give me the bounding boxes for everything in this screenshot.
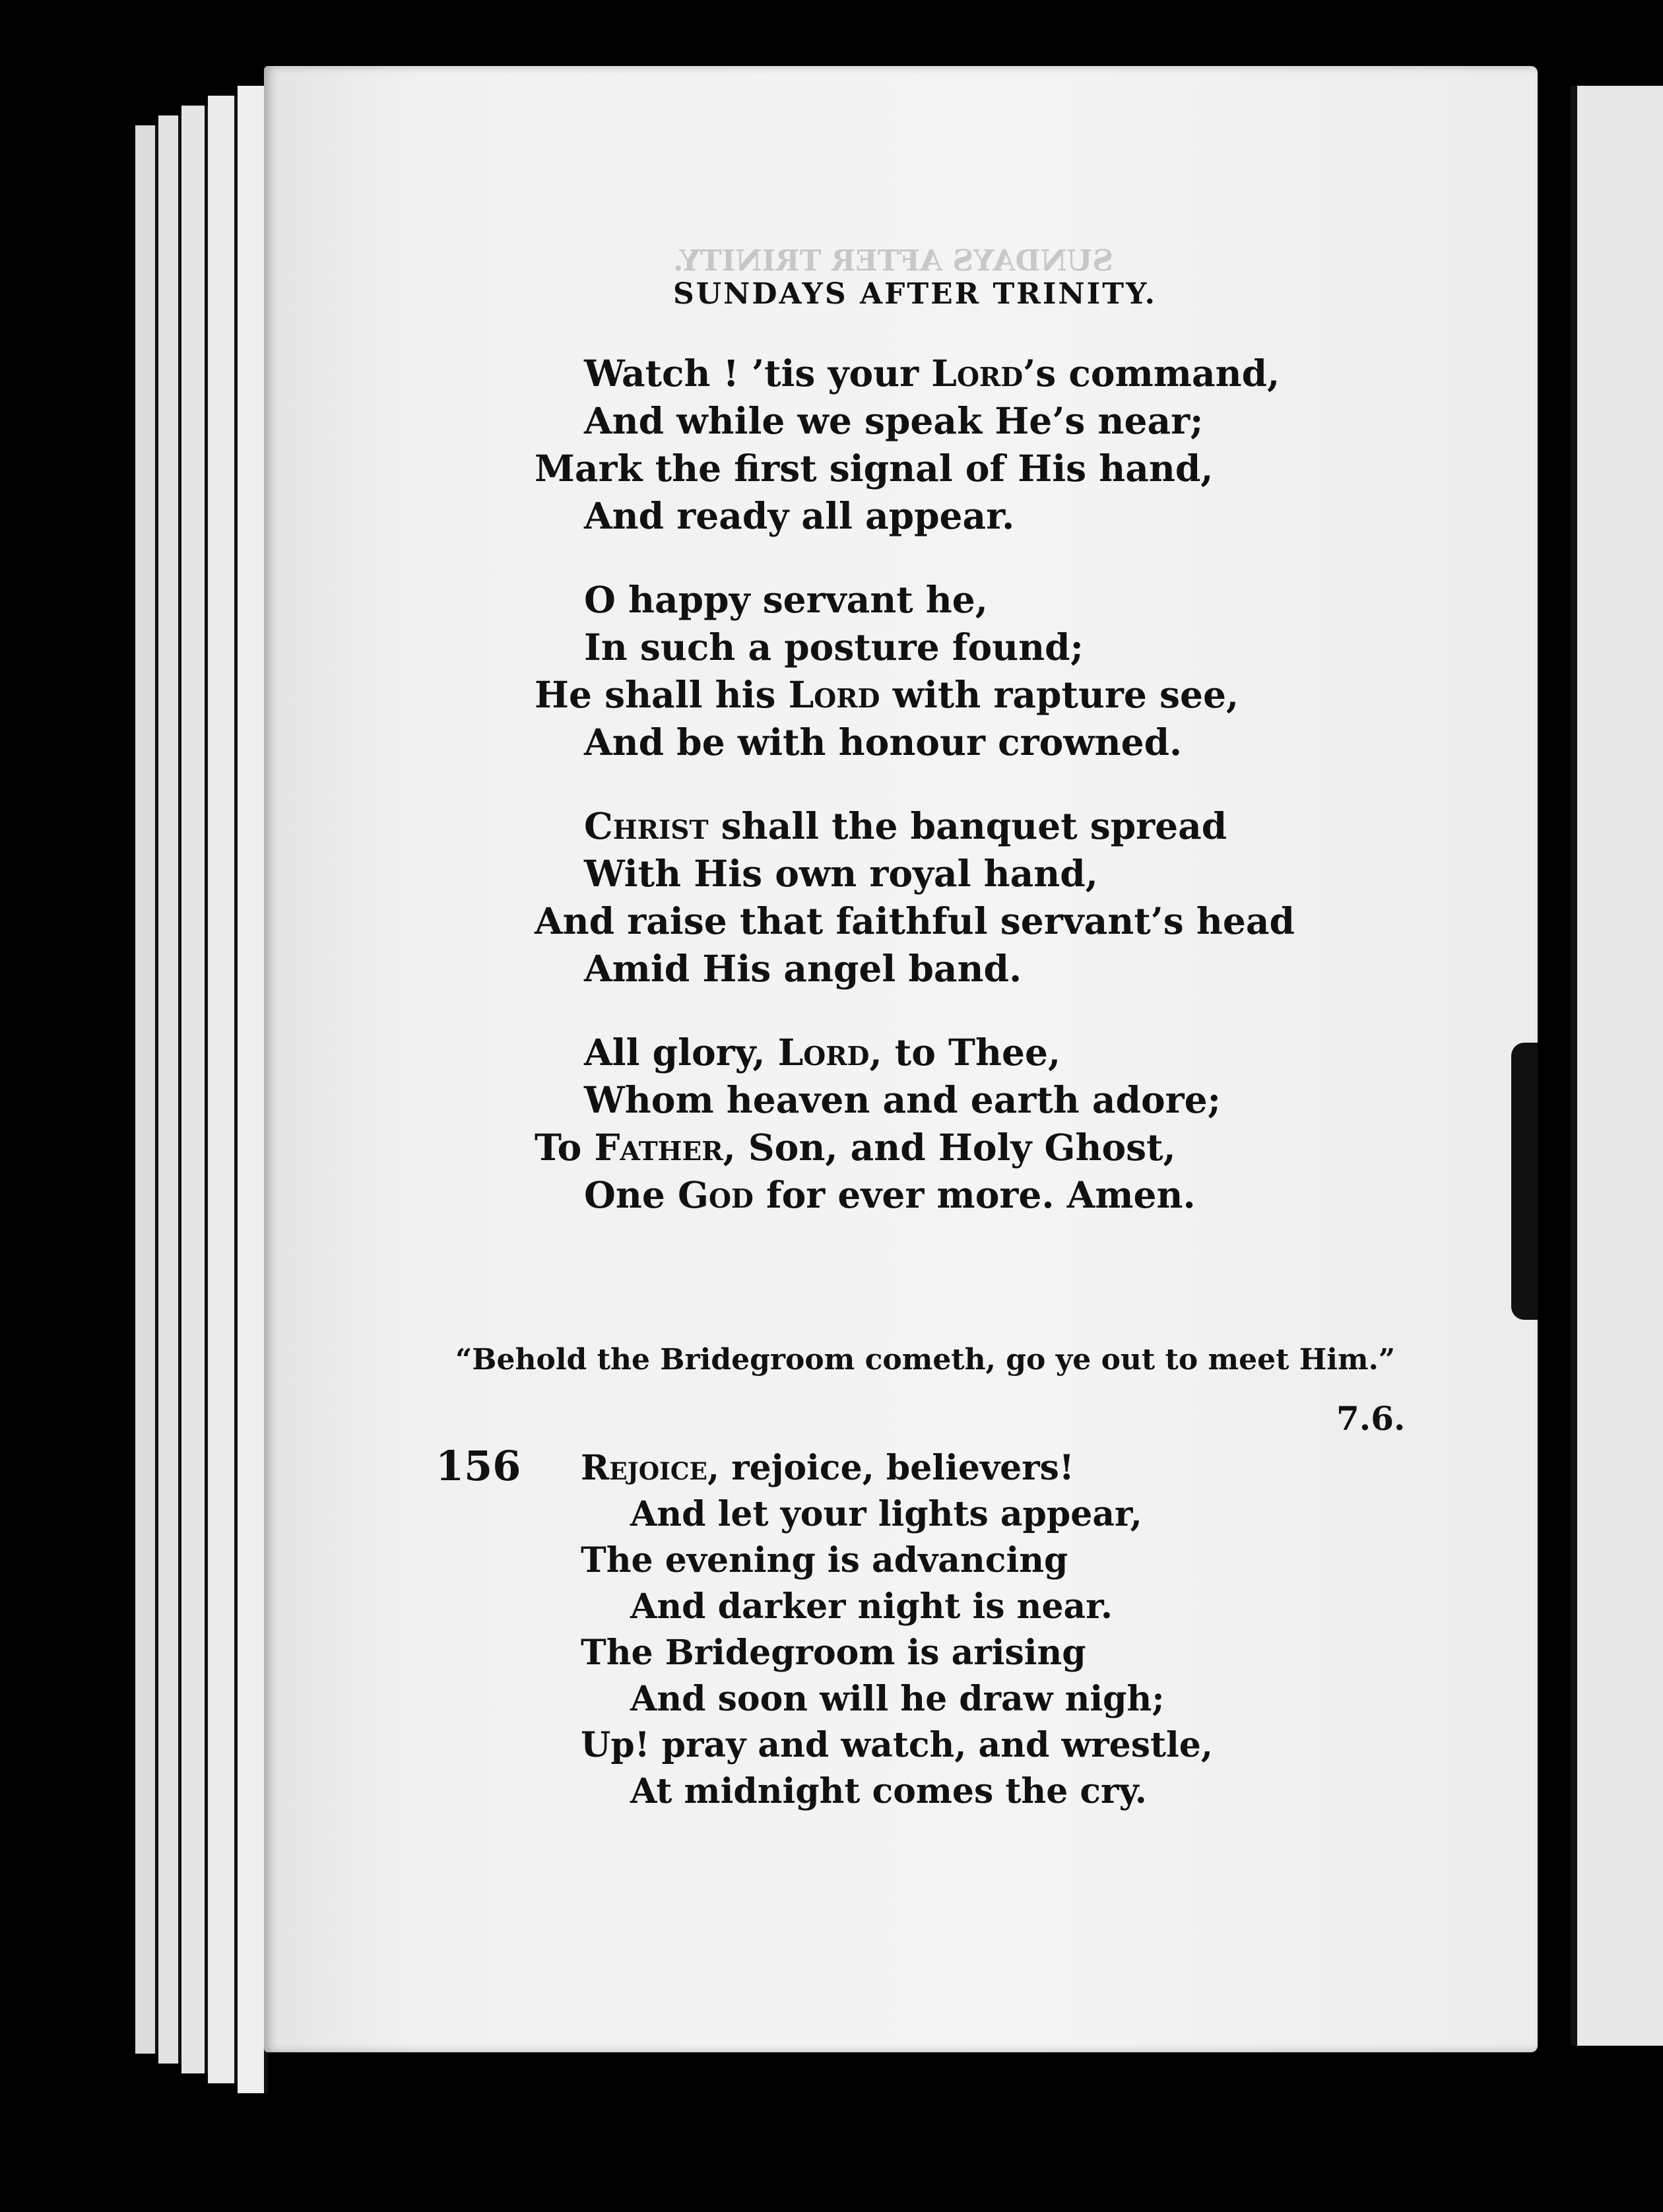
verse-text: for ever more. Amen.	[753, 1173, 1196, 1216]
hymn-156-text	[581, 1445, 1213, 1815]
verse-line	[535, 1124, 1295, 1171]
verse-line	[535, 576, 1295, 624]
small-caps-word: Rejoice	[581, 1448, 707, 1488]
page-edge	[135, 125, 159, 2054]
page-edge	[208, 96, 238, 2083]
verse-line	[535, 802, 1295, 850]
verse-line	[535, 445, 1295, 492]
hymn-stanzas	[535, 350, 1295, 1255]
verse-text: To	[535, 1126, 595, 1169]
verse-text: And raise that faithful servant’s head	[535, 899, 1295, 942]
verse-text: , to Thee,	[869, 1031, 1061, 1074]
verse-text: Watch ! ’tis your	[584, 352, 932, 395]
verse-text: Mark the first signal of His hand,	[535, 447, 1214, 490]
verse-text: with rapture see,	[880, 673, 1239, 716]
verse-text: The evening is advancing	[581, 1540, 1068, 1580]
small-caps-word: God	[678, 1173, 754, 1216]
verse-line	[535, 671, 1295, 719]
verse-line	[535, 1076, 1295, 1124]
verse-line	[581, 1445, 1213, 1491]
verse-line	[535, 945, 1295, 992]
verse-text: , rejoice, believers!	[707, 1448, 1074, 1488]
verse-text: Up! pray and watch, and wrestle,	[581, 1725, 1213, 1765]
small-caps-word: Christ	[584, 804, 709, 847]
verse-text: At midnight comes the cry.	[630, 1771, 1147, 1811]
verse-line	[581, 1722, 1213, 1769]
verse-line	[581, 1769, 1213, 1815]
verse-text: And ready all appear.	[584, 494, 1015, 537]
adjacent-page-strip	[1571, 86, 1663, 2046]
verse-text: And be with honour crowned.	[584, 721, 1183, 764]
hymn-number: 156	[436, 1442, 521, 1490]
verse-text: One	[584, 1173, 678, 1216]
page-edge	[181, 106, 209, 2073]
bleed-through-text: SUNDAYS AFTER TRINITY.	[673, 244, 1114, 278]
verse-text: And while we speak He’s near;	[584, 399, 1204, 442]
small-caps-word: Lord	[777, 1031, 870, 1074]
verse-line	[535, 850, 1295, 897]
verse-line	[581, 1630, 1213, 1676]
verse-text: With His own royal hand,	[584, 852, 1098, 895]
verse-line	[535, 1029, 1295, 1076]
verse-line	[581, 1491, 1213, 1538]
small-caps-word: Father	[594, 1126, 723, 1169]
verse-text: And darker night is near.	[630, 1586, 1113, 1627]
verse-text: And let your lights appear,	[630, 1494, 1142, 1534]
page-edge	[158, 115, 182, 2064]
verse-line	[535, 350, 1295, 397]
verse-line	[535, 624, 1295, 671]
verse-line	[535, 397, 1295, 445]
small-caps-word: Lord	[931, 352, 1024, 395]
binding-shadow	[1511, 1043, 1538, 1320]
small-caps-word: Lord	[788, 673, 880, 716]
verse-text: All glory,	[584, 1031, 778, 1074]
verse-line	[535, 492, 1295, 540]
stanza	[535, 576, 1295, 766]
verse-text: In such a posture found;	[584, 626, 1084, 668]
verse-text: shall the banquet spread	[708, 804, 1227, 847]
verse-text: The Bridegroom is arising	[581, 1633, 1086, 1673]
stanza	[535, 802, 1295, 992]
stanza	[535, 350, 1295, 540]
meter-label: 7.6.	[1336, 1399, 1406, 1438]
verse-line	[535, 719, 1295, 766]
verse-text: And soon will he draw nigh;	[630, 1679, 1165, 1719]
verse-text: Whom heaven and earth adore;	[584, 1078, 1221, 1121]
epigraph: “Behold the Bridegroom cometh, go ye out to meet Him.”	[455, 1343, 1396, 1377]
verse-line	[581, 1538, 1213, 1584]
verse-line	[581, 1676, 1213, 1722]
verse-text: Amid His angel band.	[584, 947, 1022, 990]
verse-line	[581, 1584, 1213, 1630]
stanza	[535, 1029, 1295, 1219]
verse-text: O happy servant he,	[584, 578, 988, 621]
verse-text: , Son, and Holy Ghost,	[723, 1126, 1176, 1169]
verse-line	[535, 1171, 1295, 1219]
verse-text: He shall his	[535, 673, 789, 716]
verse-line	[535, 897, 1295, 945]
verse-text: ’s command,	[1023, 352, 1280, 395]
running-head: SUNDAYS AFTER TRINITY.	[673, 277, 1158, 311]
